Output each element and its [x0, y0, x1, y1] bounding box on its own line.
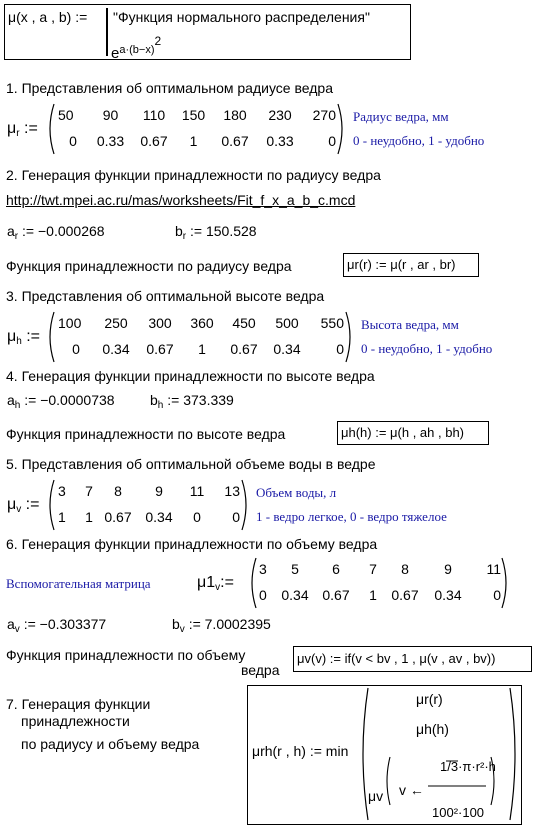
- cell: 7: [85, 483, 93, 499]
- var-sub: h: [157, 400, 164, 411]
- mu-subscript: v: [16, 504, 22, 515]
- cell: 150: [181, 107, 206, 123]
- cell: 0.34: [434, 587, 462, 603]
- func-v-label-2: ведра: [241, 662, 280, 678]
- cell: 0: [193, 509, 201, 525]
- func-r-label: Функция принадлежности по радиусу ведра: [6, 258, 292, 274]
- cell: 9: [155, 483, 163, 499]
- mu-subscript: r: [16, 128, 20, 139]
- cell: 0: [232, 509, 240, 525]
- section-6-heading: 6. Генерация функции принадлежности по объему ведра: [6, 536, 378, 552]
- cell: 250: [104, 315, 128, 331]
- assign-symbol: :=: [26, 328, 41, 345]
- cell: 0.34: [281, 587, 309, 603]
- matrix-aux-row2: [259, 588, 501, 602]
- radius-note-1: Радиус ведра, мм: [353, 109, 449, 124]
- section-1-heading: 1. Представления об оптимальном радиусе ведра: [6, 80, 333, 96]
- cell: 0.33: [266, 133, 294, 149]
- var-sub: v: [14, 624, 20, 635]
- func-h-expr: μh(h) := μ(h , ah , bh): [341, 425, 465, 440]
- func-v-expr: μv(v) := if(v < bv , 1 , μ(v , av , bv)): [297, 651, 496, 666]
- func-h-label: Функция принадлежности по высоте ведра: [6, 426, 286, 442]
- var-name: b: [175, 223, 183, 239]
- var-sub: r: [14, 231, 19, 242]
- section-2-heading: 2. Генерация функции принадлежности по радиусу ведра: [6, 167, 381, 183]
- combined-item-mu-v: μv: [368, 788, 384, 804]
- cell: 0.34: [273, 341, 301, 357]
- mu1-v-label: [197, 575, 234, 593]
- a-r-assign: [7, 224, 105, 242]
- exp-power-text: a·(b−x): [119, 44, 155, 56]
- combined-item-mu-h: μh(h): [416, 721, 449, 737]
- func-v-label-1: Функция принадлежности по объему: [6, 647, 246, 663]
- definition-expression: [111, 35, 161, 61]
- var-name: a: [7, 616, 15, 632]
- b-v-assign: [172, 617, 271, 635]
- cell: 50: [58, 107, 74, 123]
- cell: 0.33: [96, 133, 125, 149]
- assign-symbol: :=: [220, 574, 234, 591]
- definition-comment: "Функция нормального распределения": [113, 9, 370, 25]
- mu-symbol: μ: [7, 120, 17, 137]
- section-5-heading: 5. Представления об оптимальной объеме воды в ведре: [6, 456, 376, 472]
- matrix-aux: [248, 557, 510, 609]
- exp-base: e: [111, 45, 120, 62]
- matrix-radius-row1: [58, 108, 336, 122]
- cell: 8: [114, 483, 122, 499]
- volume-note-2: 1 - ведро легкое, 0 - ведро тяжелое: [256, 509, 447, 524]
- matrix-height-row2: [58, 342, 344, 356]
- cell: 0.67: [391, 587, 419, 603]
- radius-note-2: 0 - неудобно, 1 - удобно: [353, 133, 485, 148]
- b-h-assign: [150, 393, 234, 411]
- mu-h-label: [7, 329, 40, 347]
- mu-v-label: [7, 497, 39, 515]
- combined-item-v-assign: v ←: [399, 782, 424, 798]
- definition-bar: [106, 8, 108, 56]
- section-7-heading-1: 7. Генерация функции: [6, 696, 151, 712]
- cell: 0.34: [145, 509, 173, 525]
- matrix-volume-row1: [58, 484, 240, 498]
- height-note-1: Высота ведра, мм: [361, 317, 459, 332]
- matrix-radius-row2: [58, 134, 336, 148]
- cell: 90: [102, 107, 119, 123]
- cell: 0.67: [104, 509, 132, 525]
- cell: 300: [148, 315, 172, 331]
- section-7-heading-3: по радиусу и объему ведра: [21, 736, 200, 752]
- cell: 0: [72, 341, 80, 357]
- cell: 0: [259, 587, 267, 603]
- matrix-volume: [46, 479, 250, 531]
- cell: 110: [142, 107, 166, 123]
- var-sub: h: [14, 400, 21, 411]
- cell: 11: [189, 483, 205, 499]
- aux-matrix-label: Вспомогательная матрица: [6, 576, 151, 591]
- mu-r-label: [7, 121, 38, 139]
- cell: 3: [259, 561, 267, 577]
- matrix-radius: [46, 103, 346, 155]
- a-v-assign: [7, 617, 106, 635]
- cell: 0.67: [146, 341, 174, 357]
- volume-note-1: Объем воды, л: [256, 485, 337, 500]
- cell: 13: [224, 483, 240, 499]
- cell: 270: [312, 107, 336, 123]
- var-name: b: [150, 392, 158, 408]
- section-3-heading: 3. Представления об оптимальной высоте ведра: [6, 288, 325, 304]
- combined-item-mu-r: μr(r): [416, 691, 443, 707]
- combined-func-lhs: μrh(r , h) := min: [252, 743, 349, 759]
- cell: 9: [444, 561, 452, 577]
- cell: 0.67: [230, 341, 258, 357]
- fraction-numerator: 1/3·π·r²·h: [440, 759, 496, 774]
- cell: 8: [401, 561, 409, 577]
- cell: 3: [58, 483, 66, 499]
- mu-subscript: v: [215, 582, 221, 593]
- mu-symbol: μ: [7, 496, 17, 513]
- assign-symbol: :=: [24, 120, 38, 137]
- var-sub: r: [182, 231, 187, 242]
- cell: 450: [232, 315, 256, 331]
- cell: 1: [58, 509, 66, 525]
- var-value: := −0.0000738: [24, 392, 115, 408]
- matrix-volume-row2: [58, 510, 240, 524]
- b-r-assign: [175, 224, 257, 242]
- var-value: := 150.528: [190, 223, 257, 239]
- cell: 1: [85, 509, 93, 525]
- cell: 1: [189, 133, 198, 149]
- matrix-aux-row1: [259, 562, 501, 576]
- var-value: := 7.0002395: [188, 616, 271, 632]
- var-name: a: [7, 392, 15, 408]
- cell: 0: [328, 133, 336, 149]
- var-value: := −0.303377: [23, 616, 107, 632]
- assign-symbol: :=: [25, 496, 40, 513]
- cell: 0: [493, 587, 501, 603]
- exp-square: 2: [154, 34, 162, 48]
- cell: 1: [198, 341, 206, 357]
- cell: 0.67: [221, 133, 249, 149]
- section-7-heading-2: принадлежности: [21, 713, 130, 729]
- func-r-expr: μr(r) := μ(r , ar , br): [347, 257, 456, 272]
- mu-symbol: μ1: [197, 574, 216, 591]
- cell: 0: [69, 133, 77, 149]
- cell: 550: [320, 315, 344, 331]
- var-value: := −0.000268: [22, 223, 105, 239]
- cell: 0.67: [140, 133, 168, 149]
- combined-func-brackets: [360, 687, 530, 821]
- cell: 180: [223, 107, 247, 123]
- mu-symbol: μ: [7, 328, 17, 345]
- cell: 0: [336, 341, 344, 357]
- height-note-2: 0 - неудобно, 1 - удобно: [361, 341, 493, 356]
- cell: 0.34: [102, 341, 130, 357]
- var-name: b: [172, 616, 180, 632]
- var-value: := 373.339: [167, 392, 234, 408]
- var-name: a: [7, 223, 15, 239]
- matrix-height: [46, 311, 354, 363]
- cell: 11: [486, 561, 501, 577]
- cell: 500: [275, 315, 299, 331]
- section-4-heading: 4. Генерация функции принадлежности по высоте ведра: [6, 368, 375, 384]
- cell: 360: [190, 315, 214, 331]
- fraction-denominator: 100²·100: [432, 805, 485, 820]
- cell: 100: [58, 315, 82, 331]
- cell: 6: [332, 561, 340, 577]
- cell: 5: [291, 561, 299, 577]
- matrix-height-row1: [58, 316, 344, 330]
- cell: 230: [268, 107, 292, 123]
- cell: 7: [369, 561, 377, 577]
- worksheet-link[interactable]: http://twt.mpei.ac.ru/mas/worksheets/Fit_f_x_a_b_c.mcd: [6, 192, 356, 208]
- exp-power: [119, 44, 154, 56]
- a-h-assign: [7, 393, 115, 411]
- definition-lhs: μ(x , a , b) :=: [8, 9, 88, 25]
- cell: 1: [369, 587, 377, 603]
- var-sub: v: [179, 624, 185, 635]
- mu-subscript: h: [16, 336, 22, 347]
- cell: 0.67: [322, 587, 350, 603]
